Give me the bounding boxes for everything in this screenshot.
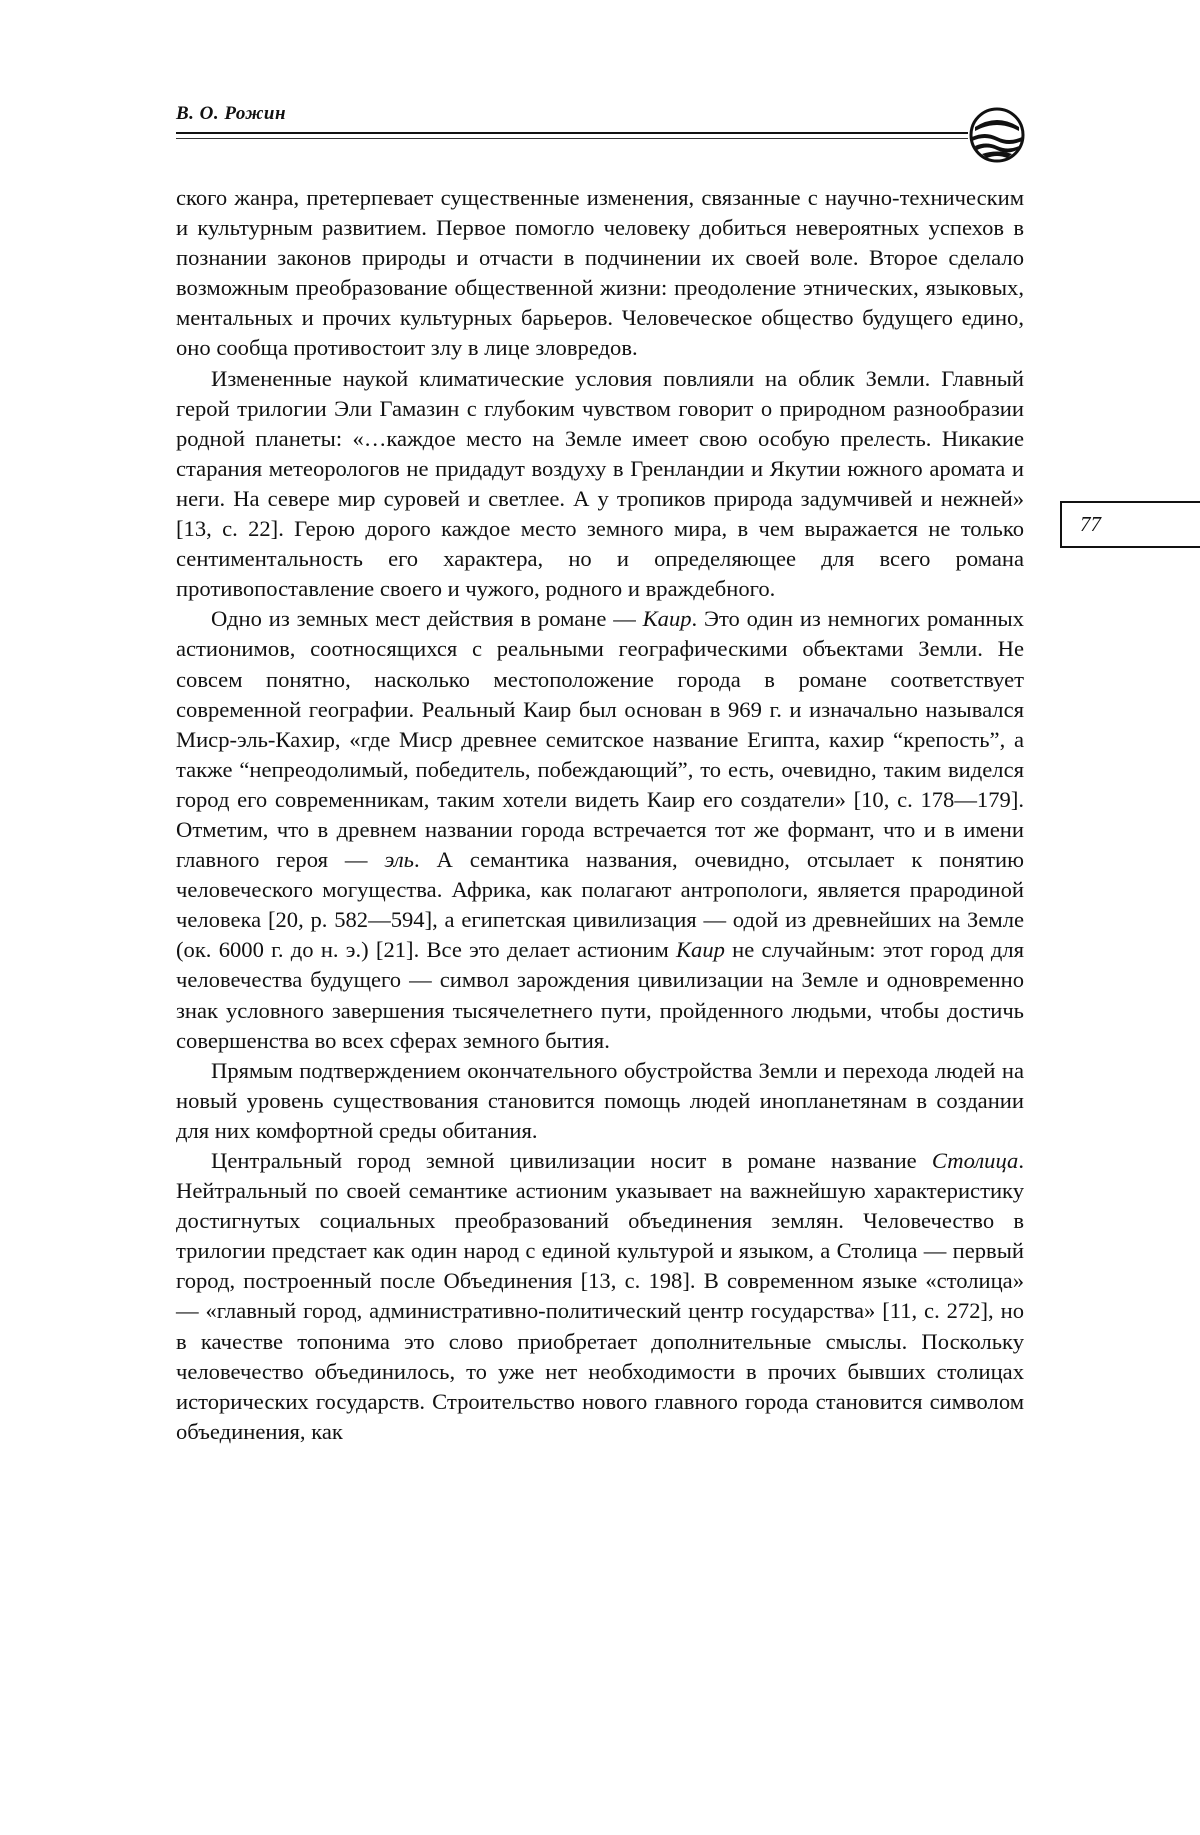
header-rule-thick [176, 132, 968, 134]
paragraph-3-part-4: не случайным: этот город для человечества будущего — символ зарождения цивилизации на Земле и одновременно знак условного завершения тысячелетнего пути, пройденного людьми, чтобы достичь совершенства во всех сферах земного бытия. [176, 937, 1024, 1053]
paragraph-3-part-1: Одно из земных мест действия в романе — [211, 606, 643, 632]
formant-el: эль [384, 847, 414, 873]
paragraph-3-part-3: . А семантика названия, очевидно, отсылает к понятию человеческого могущества. Африка, как полагают антропологи, является прародиной человека [20, p. 582—594], а египетская цивилизация — одой из древнейших на Земле (ок. 6000 г. до н. э.) [21]. Все это делает астионим [176, 847, 1024, 963]
paragraph-5-part-1: Центральный город земной цивилизации носит в романе название [211, 1148, 932, 1173]
astionym-cairo-2: Каир [676, 937, 725, 963]
paragraph-3 [176, 604, 1024, 1055]
header-rule-thin [176, 138, 968, 139]
paragraph-4: Прямым подтверждением окончательного обустройства Земли и перехода людей на новый уровень существования становится помощь людей инопланетянам в создании для них комфортной среды обитания. [176, 1057, 1024, 1143]
wave-circle-logo-icon [967, 105, 1027, 165]
body-text [176, 183, 1024, 1447]
header-author: В. О. Рожин [176, 103, 287, 124]
astionym-capital: Столица [931, 1148, 1019, 1173]
page-number: 77 [1080, 512, 1101, 536]
paragraph-1: ского жанра, претерпевает существенные изменения, связанные с научно-техническим и культурным развитием. Первое помогло человеку добиться невероятных успехов в познании законов природы и отчасти в подчинении их своей воле. Второе сделало возможным преобразование общественной жизни: преодоление этнических, языковых, ментальных и прочих культурных барьеров. Человеческое общество будущего едино, оно сообща противостоит злу в лице зловредов. [176, 185, 1024, 361]
page-number-tab [1060, 501, 1200, 548]
paragraph-5-part-2: . Нейтральный по своей семантике астионим указывает на важнейшую характеристику достигнутых социальных преобразований объединения землян. Человечество в трилогии предстает как один народ с единой культурой и языком, а Столица — первый город, построенный после Объединения [13, с. 198]. В современном языке «столица» — «главный город, административно-политический центр государства» [11, с. 272], но в качестве топонима это слово приобретает дополнительные смыслы. Поскольку человечество объединилось, то уже нет необходимости в прочих бывших столицах исторических государств. Строительство нового главного города становится символом объединения, как [176, 1148, 1024, 1444]
astionym-cairo: Каир [642, 606, 692, 632]
paragraph-3-part-2: . Это один из немногих романных астионимов, соотносящихся с реальными географическими объектами Земли. Не совсем понятно, насколько местоположение города в романе соответствует современной географии. Реальный Каир был основан в 969 г. и изначально назывался Миср-эль-Кахир, «где Миср древнее семитское название Египта, кахир “крепость”, а также “непреодолимый, победитель, побеждающий”, то есть, очевидно, таким виделся город его современникам, таким хотели видеть Каир его создатели» [10, с. 178—179]. Отметим, что в древнем названии города встречается тот же формант, что и в имени главного героя — [176, 606, 1024, 873]
paragraph-5 [176, 1146, 1024, 1447]
paragraph-2: Измененные наукой климатические условия повлияли на облик Земли. Главный герой трилогии Эли Гамазин с глубоким чувством говорит о природном разнообразии родной планеты: «…каждое место на Земле имеет свою особую прелесть. Никакие старания метеорологов не придадут воздуху в Гренландии и Якутии южного аромата и неги. На севере мир суровей и светлее. А у тропиков природа задумчивей и нежней» [13, с. 22]. Герою дорого каждое место земного мира, в чем выражается не только сентиментальность его характера, но и определяющее для всего романа противопоставление своего и чужого, родного и враждебного. [176, 365, 1024, 602]
running-header [176, 103, 1026, 143]
